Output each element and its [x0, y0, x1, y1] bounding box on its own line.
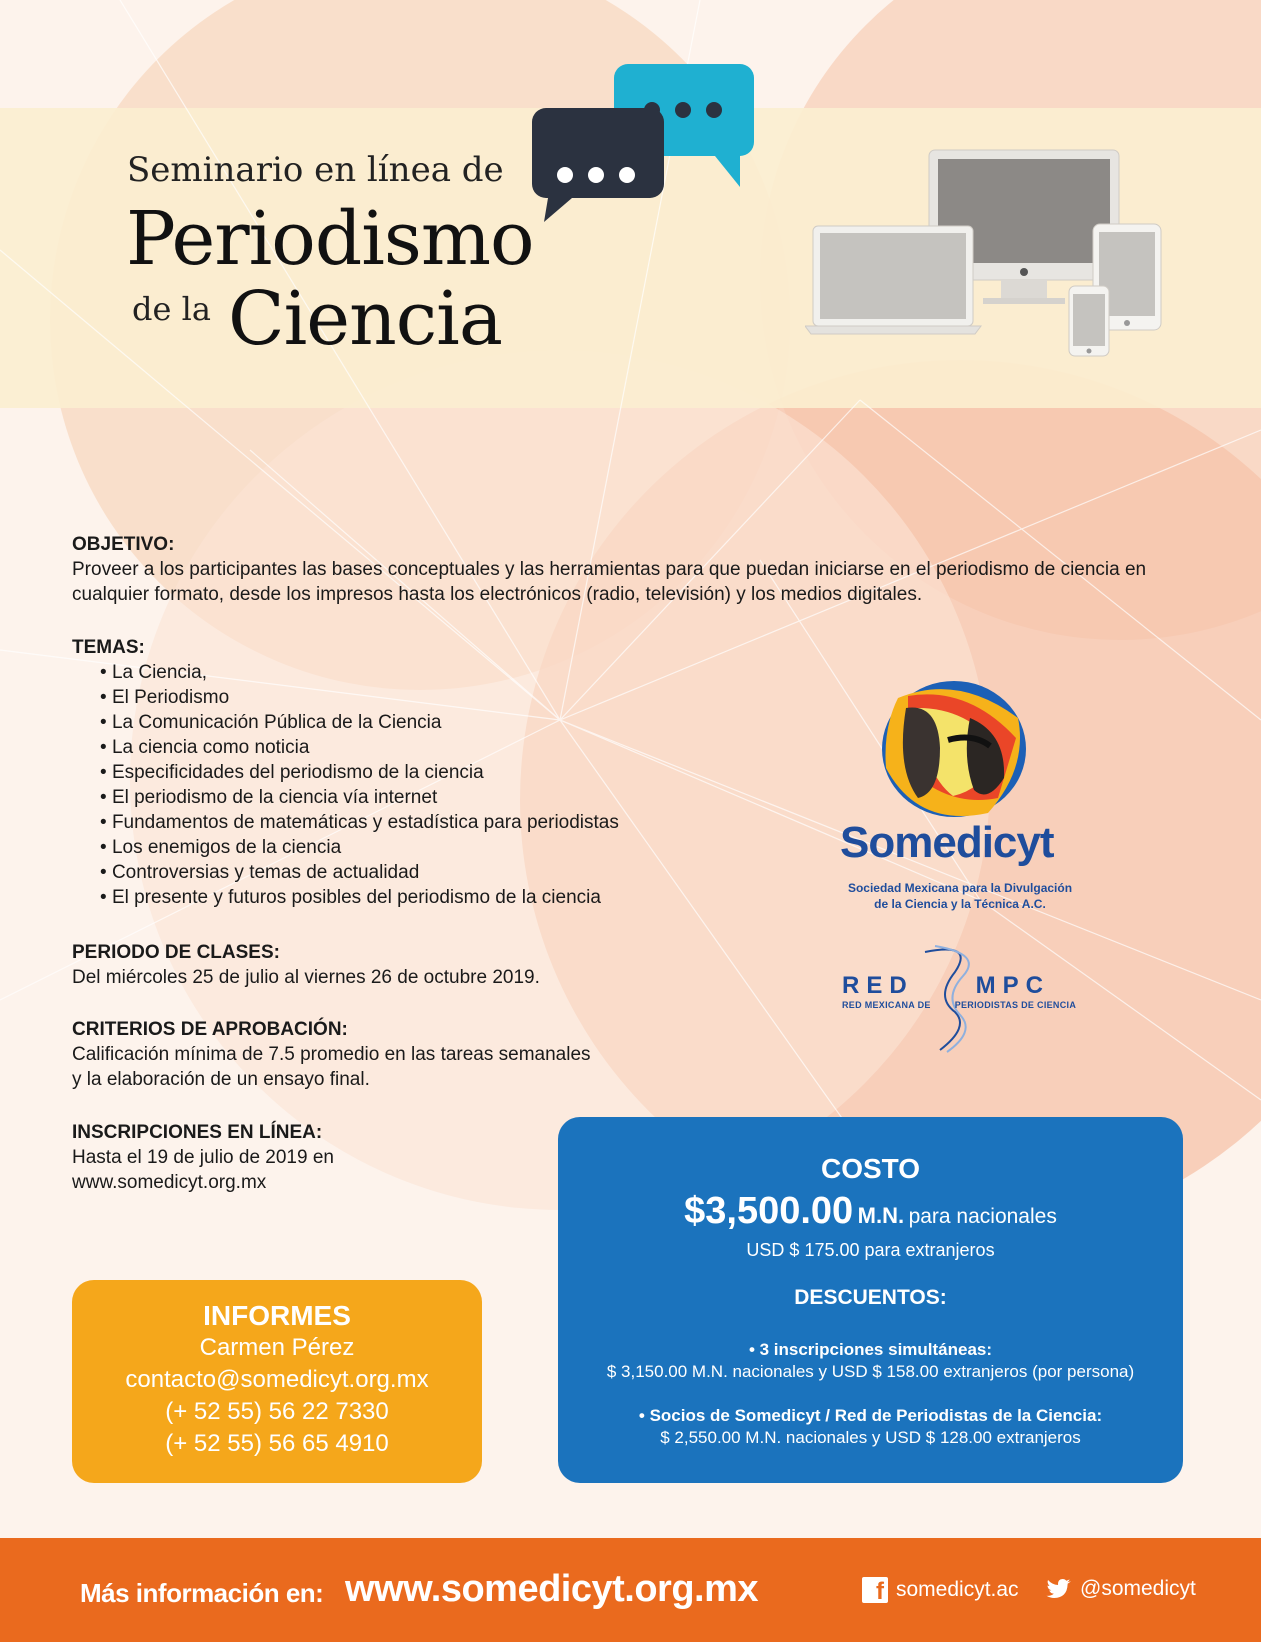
- list-item: • La ciencia como noticia: [100, 735, 772, 760]
- somedicyt-subtitle-line1: Sociedad Mexicana para la Divulgación: [847, 881, 1073, 895]
- objetivo-heading: OBJETIVO:: [72, 534, 175, 555]
- costo-price-line: [558, 1191, 1183, 1239]
- footer-facebook-link[interactable]: [862, 1577, 1019, 1603]
- redmpc-sub-left: RED MEXICANA DE: [842, 1000, 931, 1010]
- inscripciones-heading: INSCRIPCIONES EN LÍNEA:: [72, 1122, 323, 1143]
- somedicyt-subtitle: [830, 880, 1090, 912]
- temas-list: [72, 660, 772, 910]
- list-item: • Especificidades del periodismo de la ciencia: [100, 760, 772, 785]
- descuentos-title: DESCUENTOS:: [794, 1286, 947, 1309]
- redmpc-word-right: MPC: [975, 972, 1051, 999]
- costo-box: [558, 1117, 1183, 1483]
- costo-usd: USD $ 175.00 para extranjeros: [746, 1240, 995, 1260]
- informes-email[interactable]: contacto@somedicyt.org.mx: [125, 1366, 429, 1393]
- costo-para-nacionales: para nacionales: [908, 1205, 1057, 1228]
- footer-twitter-link[interactable]: [1046, 1577, 1196, 1601]
- objetivo-section: [72, 532, 1182, 607]
- list-item: • Controversias y temas de actualidad: [100, 860, 772, 885]
- criterios-section: [72, 1017, 772, 1092]
- informes-phone-1[interactable]: (+ 52 55) 56 22 7330: [165, 1398, 389, 1425]
- costo-currency: M.N.: [857, 1203, 905, 1228]
- periodo-heading: PERIODO DE CLASES:: [72, 942, 280, 963]
- title-ciencia: Ciencia: [228, 276, 502, 362]
- informes-title: INFORMES: [203, 1300, 351, 1331]
- facebook-icon: f: [862, 1577, 888, 1603]
- descuento-1-text: $ 3,150.00 M.N. nacionales y USD $ 158.00 extranjeros (por persona): [606, 1362, 1135, 1381]
- title-line-seminario: Seminario en línea de: [127, 150, 504, 190]
- somedicyt-logo-icon: [878, 678, 1030, 820]
- footer-bar: [0, 1538, 1261, 1642]
- descuento-1-title: • 3 inscripciones simultáneas:: [748, 1340, 993, 1359]
- redmpc-subtitle: [842, 1000, 1076, 1010]
- footer-twitter-label: @somedicyt: [1080, 1577, 1196, 1600]
- twitter-icon: [1046, 1578, 1072, 1600]
- title-periodismo: Periodismo: [126, 196, 534, 282]
- title-de-la: de la: [132, 290, 211, 328]
- redmpc-wordmark: [842, 972, 1050, 1000]
- footer-facebook-label: somedicyt.ac: [896, 1578, 1019, 1601]
- chat-bubbles-icon: [530, 62, 760, 222]
- criterios-line1: Calificación mínima de 7.5 promedio en las tareas semanales: [72, 1044, 591, 1065]
- redmpc-sub-right: PERIODISTAS DE CIENCIA: [954, 1000, 1077, 1010]
- informes-phone-2[interactable]: (+ 52 55) 56 65 4910: [165, 1430, 389, 1457]
- list-item: • El periodismo de la ciencia vía internet: [100, 785, 772, 810]
- redmpc-word-left: RED: [842, 972, 914, 999]
- periodo-section: [72, 940, 772, 990]
- list-item: • Los enemigos de la ciencia: [100, 835, 772, 860]
- devices-icon: [805, 148, 1165, 358]
- somedicyt-wordmark: Somedicyt: [840, 818, 1054, 867]
- list-item: • La Ciencia,: [100, 660, 772, 685]
- inscripciones-line1: Hasta el 19 de julio de 2019 en: [72, 1147, 334, 1168]
- list-item: • El Periodismo: [100, 685, 772, 710]
- inscripciones-url[interactable]: www.somedicyt.org.mx: [72, 1172, 267, 1193]
- informes-contact-name: Carmen Pérez: [199, 1334, 355, 1361]
- footer-mas-info: Más información en:: [80, 1578, 324, 1608]
- periodo-text: Del miércoles 25 de julio al viernes 26 de octubre 2019.: [72, 967, 540, 988]
- criterios-line2: y la elaboración de un ensayo final.: [72, 1069, 370, 1090]
- somedicyt-subtitle-line2: de la Ciencia y la Técnica A.C.: [874, 897, 1046, 911]
- informes-box: [72, 1280, 482, 1483]
- temas-heading: TEMAS:: [72, 637, 145, 658]
- criterios-heading: CRITERIOS DE APROBACIÓN:: [72, 1019, 348, 1040]
- temas-section: [72, 635, 772, 910]
- costo-price: $3,500.00: [684, 1190, 854, 1232]
- costo-title: COSTO: [820, 1153, 921, 1184]
- list-item: • Fundamentos de matemáticas y estadística para periodistas: [100, 810, 772, 835]
- objetivo-text: Proveer a los participantes las bases conceptuales y las herramientas para que puedan iniciarse en el periodismo de ciencia en cualquier formato, desde los impresos hasta los electrónicos (radio, televisión) y los medios digitales.: [72, 559, 1147, 605]
- list-item: • El presente y futuros posibles del periodismo de la ciencia: [100, 885, 772, 910]
- descuento-2-title: • Socios de Somedicyt / Red de Periodistas de la Ciencia:: [638, 1406, 1103, 1425]
- descuento-2-text: $ 2,550.00 M.N. nacionales y USD $ 128.00 extranjeros: [660, 1428, 1081, 1447]
- list-item: • La Comunicación Pública de la Ciencia: [100, 710, 772, 735]
- footer-url-link[interactable]: www.somedicyt.org.mx: [345, 1568, 759, 1610]
